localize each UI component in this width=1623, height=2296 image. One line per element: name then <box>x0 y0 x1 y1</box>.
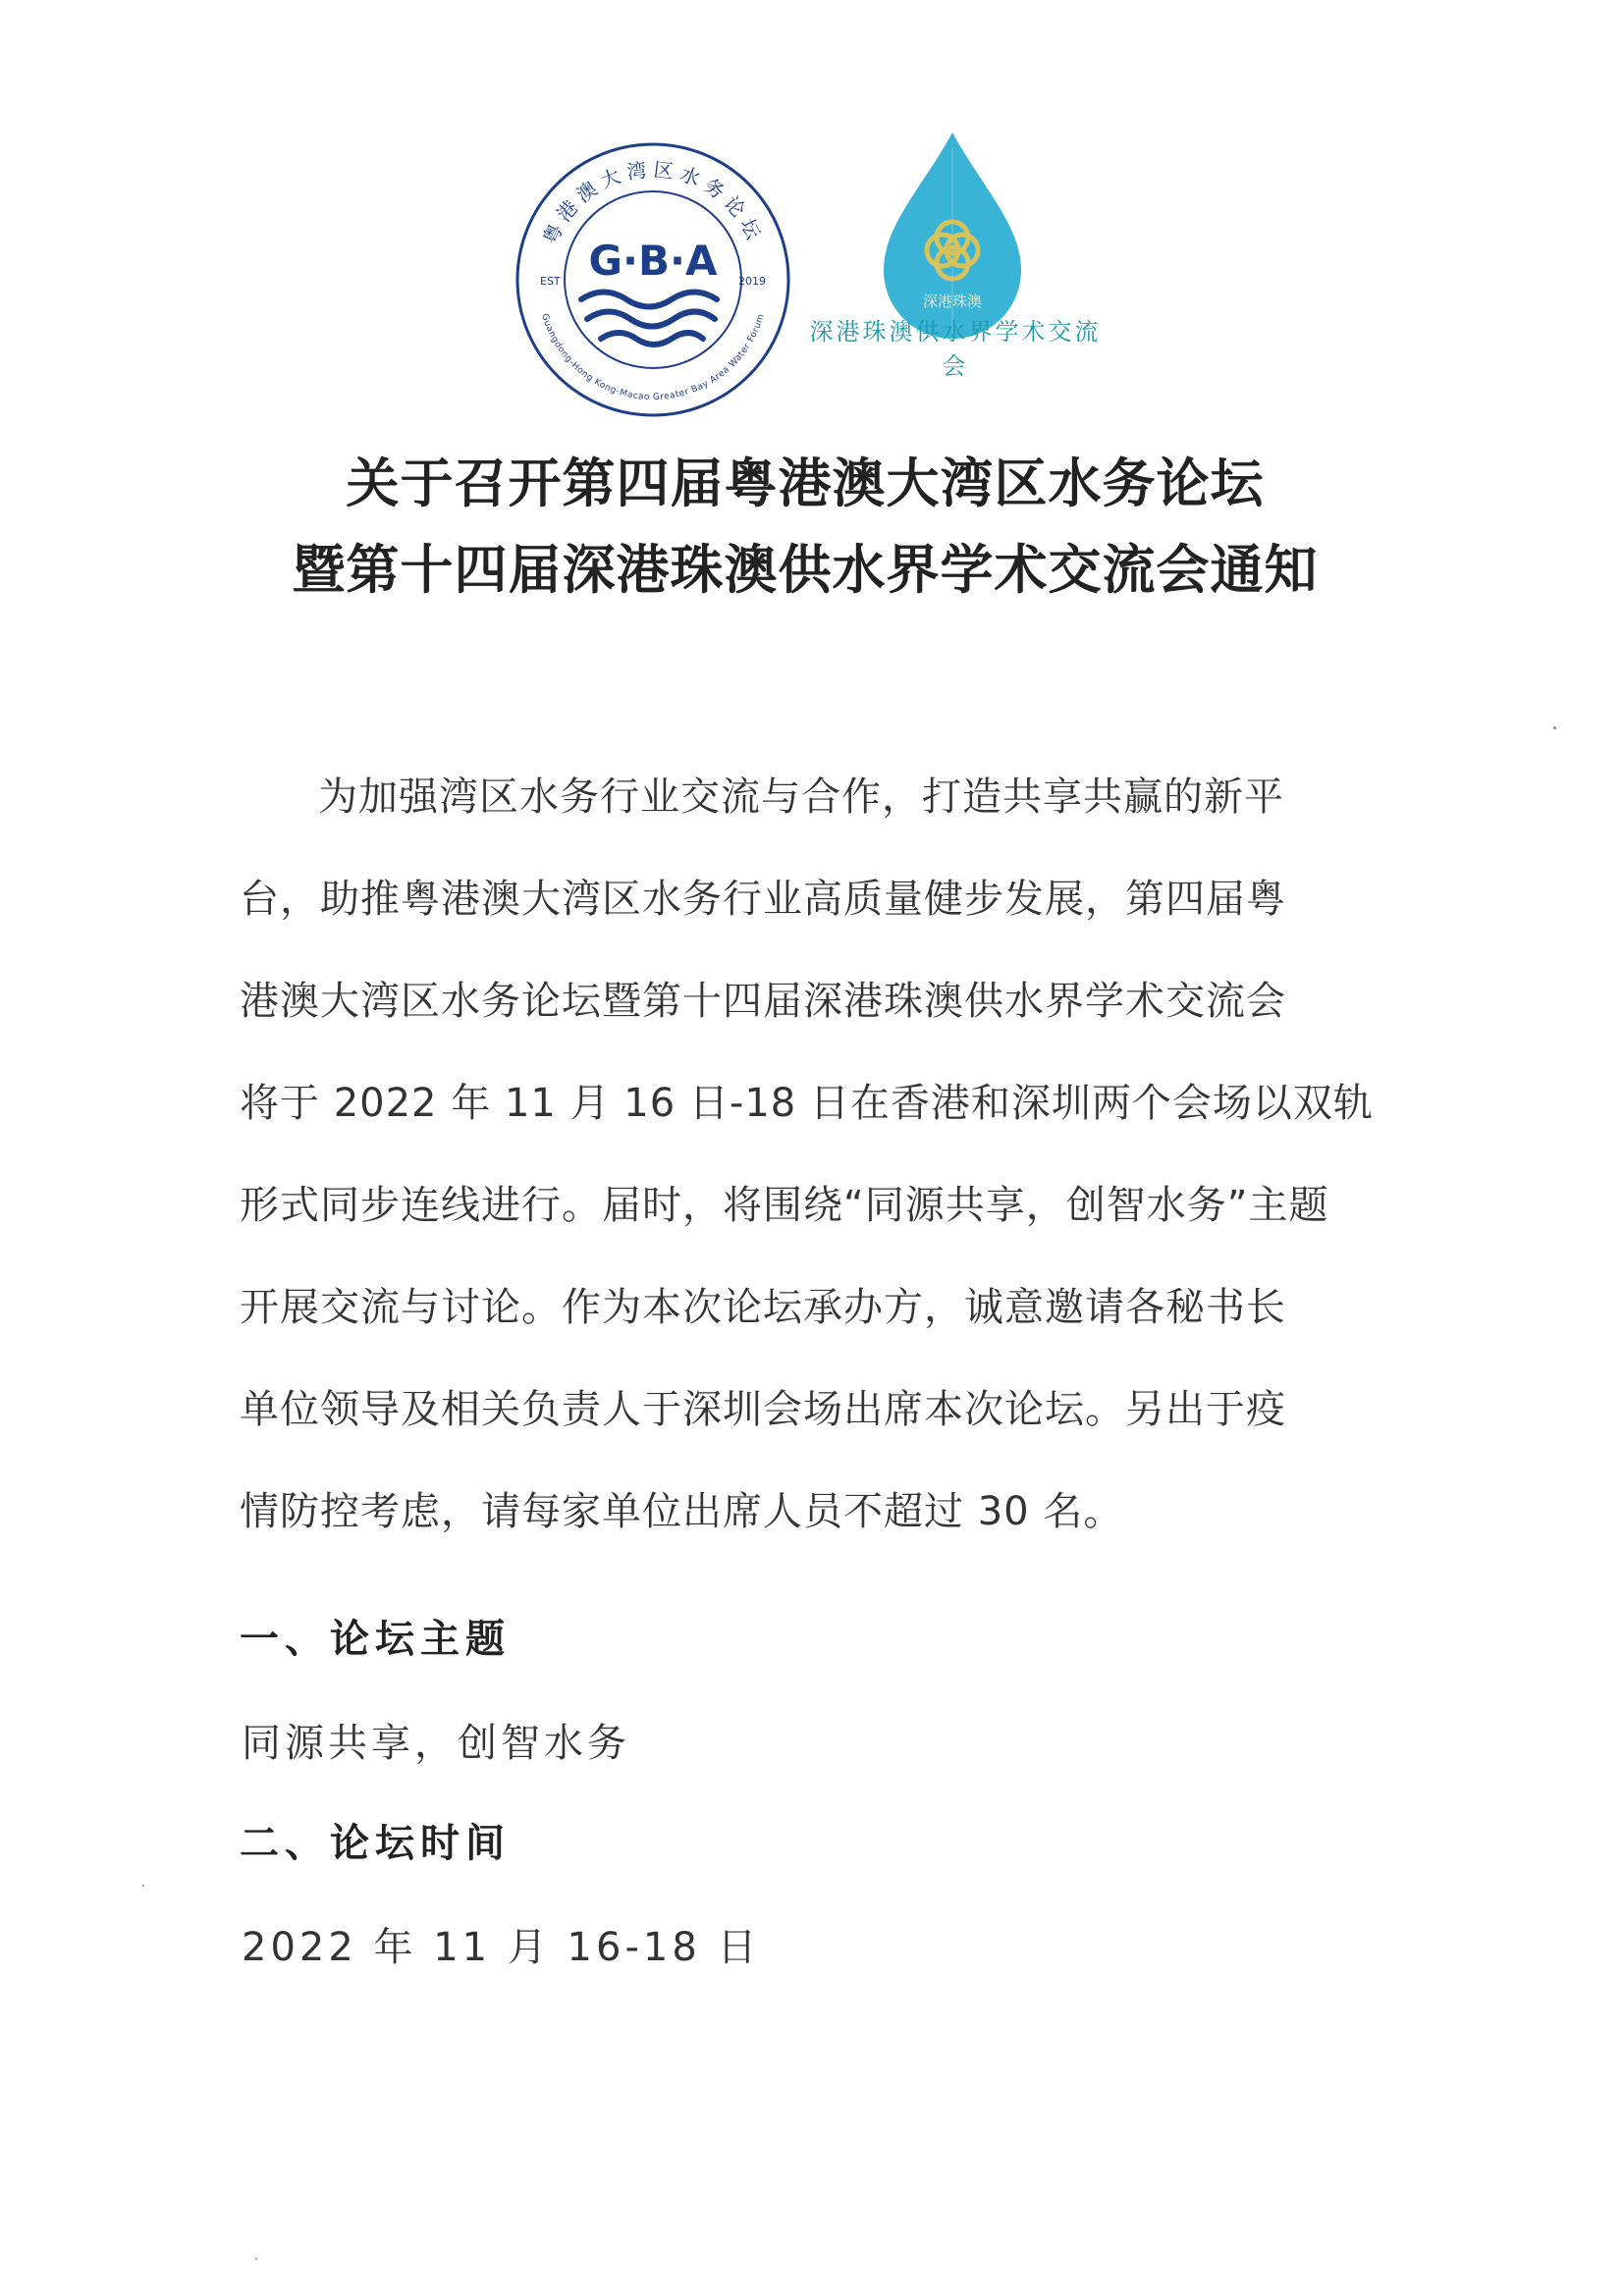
drop-logo-caption: 深港珠澳供水界学术交流会 <box>809 318 1102 380</box>
section-heading-theme: 一、论坛主题 <box>240 1617 511 1662</box>
gba-arc-en-text: Guangdong-Hong Kong-Macao Greater Bay Area Water Forum <box>539 312 767 403</box>
document-title-line-1: 关于召开第四届粤港澳大湾区水务论坛 <box>346 453 1265 514</box>
wave-icon <box>581 293 717 346</box>
intro-line: 将于 2022 年 11 月 16 日-18 日在香港和深圳两个会场以双轨 <box>240 1081 1374 1126</box>
scan-speck <box>255 2258 257 2260</box>
section-content-time: 2022 年 11 月 16-18 日 <box>242 1925 761 1970</box>
intro-line: 台，助推粤港澳大湾区水务行业高质量健步发展，第四届粤 <box>240 877 1286 922</box>
scan-speck <box>1553 726 1556 729</box>
section-heading-time: 二、论坛时间 <box>240 1821 511 1866</box>
gba-forum-logo <box>511 137 795 422</box>
intro-line: 情防控考虑，请每家单位出席人员不超过 30 名。 <box>240 1489 1124 1534</box>
intro-line: 港澳大湾区水务论坛暨第十四届深港珠澳供水界学术交流会 <box>240 979 1286 1024</box>
drop-inner-label: 深港珠澳 <box>922 293 983 310</box>
gba-monogram: G·B·A <box>588 237 718 285</box>
gba-est-label: EST <box>540 275 561 288</box>
gba-arc-cn-text: 粤港澳大湾区水务论坛 <box>537 157 769 248</box>
section-content-theme: 同源共享，创智水务 <box>242 1721 630 1766</box>
intro-line: 形式同步连线进行。届时，将围绕“同源共享，创智水务”主题 <box>240 1183 1329 1228</box>
scan-speck <box>142 1885 144 1887</box>
intro-line: 开展交流与讨论。作为本次论坛承办方，诚意邀请各秘书长 <box>240 1285 1286 1330</box>
document-title-line-2: 暨第十四届深港珠澳供水界学术交流会通知 <box>292 539 1319 601</box>
intro-line: 为加强湾区水务行业交流与合作，打造共享共赢的新平 <box>318 774 1284 820</box>
intro-line: 单位领导及相关负责人于深圳会场出席本次论坛。另出于疫 <box>240 1387 1286 1432</box>
gba-year-label: 2019 <box>738 275 766 288</box>
